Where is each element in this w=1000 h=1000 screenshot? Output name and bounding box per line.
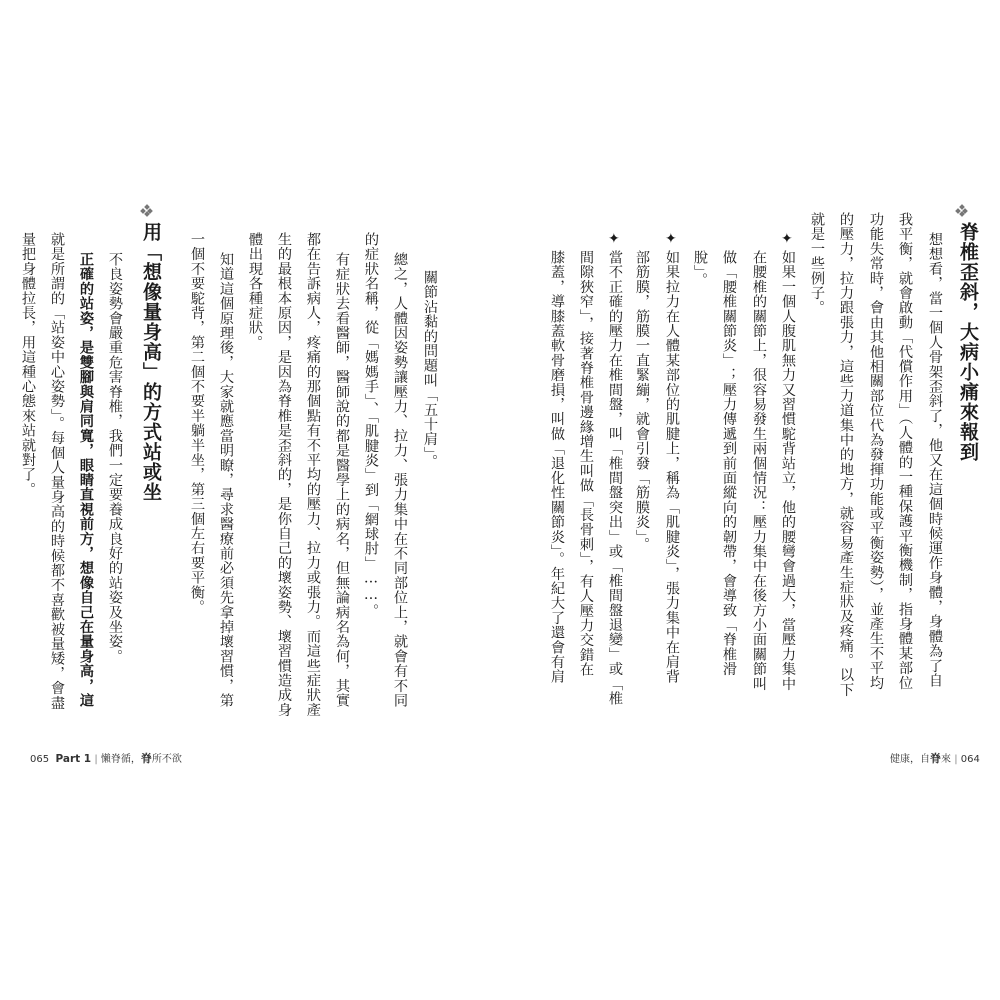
paragraph-line: 如果一個人腹肌無力又習慣駝背站立，他的腰彎會過大，當壓力集中 — [780, 250, 796, 691]
right-page-footer — [890, 750, 980, 766]
paragraph-line: 的症狀名稱，從「媽媽手」、「肌腱炎」到「網球肘」……。 — [363, 232, 379, 619]
part-label: Part 1 — [55, 753, 92, 765]
bullet-icon: ✦ — [781, 231, 793, 247]
paragraph-line: 當不正確的壓力在椎間盤，叫「椎間盤突出」或「椎間盤退變」或「椎 — [607, 250, 623, 706]
book-title: 健康，自 — [890, 754, 930, 765]
paragraph-line: 正確的站姿，是雙腳與肩同寬，眼睛直視前方，想像自己在量身高，這 — [78, 252, 94, 708]
page-number: 064 — [960, 754, 980, 765]
chapter-title-highlight: 脊 — [140, 752, 152, 765]
book-title-suffix: 來 — [941, 754, 951, 765]
paragraph-line: 想想看，當一個人骨架歪斜了，他又在這個時候運作身體，身體為了自 — [927, 232, 943, 688]
paragraph-line: 關節沾黏的問題叫「五十肩」。 — [422, 270, 438, 469]
paragraph-line: 間隙狹窄」，接著脊椎骨邊緣增生叫做「長骨刺」，有人壓力交錯在 — [578, 250, 594, 677]
paragraph-line: 脫」。 — [692, 250, 708, 287]
paragraph-line: 生的最根本原因，是因為脊椎是歪斜的，是你自己的壞姿勢、壞習慣造成身 — [276, 232, 292, 718]
section-title: 脊椎歪斜，大病小痛來報到 — [957, 222, 979, 462]
paragraph-line: 都在告訴病人，疼痛的那個點有不平均的壓力、拉力或張力。而這些症狀產 — [305, 232, 321, 718]
paragraph-line: 就是所謂的「站姿中心姿勢」。每個人量身高的時候都不喜歡被量矮，會盡 — [49, 232, 65, 710]
paragraph-line: 就是一些例子。 — [809, 212, 825, 315]
bullet-icon: ✦ — [608, 231, 620, 247]
page-number: 065 — [30, 754, 50, 765]
paragraph-line: 我平衡，就會啟動「代償作用」（人體的一種保護平衡機制，指身體某部位 — [897, 212, 913, 690]
section-title: 用「想像量身高」的方式站或坐 — [140, 222, 162, 502]
footer-separator: | — [954, 754, 958, 765]
left-page-footer — [30, 750, 182, 766]
paragraph-line: 在腰椎的關節上，很容易發生兩個情況：壓力集中在後方小面關節叫 — [751, 250, 767, 691]
paragraph-line: 有症狀去看醫師，醫師說的都是醫學上的病名，但無論病名為何，其實 — [334, 252, 350, 708]
paragraph-line: 做「腰椎關節炎」；壓力傳遞到前面縱向的韌帶，會導致「脊椎滑 — [721, 250, 737, 677]
paragraph-line: 功能失常時，會由其他相關部位代為發揮功能或平衡姿勢），並產生不平均 — [868, 212, 884, 690]
paragraph-line: 的壓力，拉力跟張力，這些力道集中的地方，就容易產生症狀及疼痛。以下 — [838, 212, 854, 698]
chapter-title-suffix: 所不欲 — [151, 754, 182, 765]
paragraph-line: 部筋膜，筋膜一直緊繃，就會引發「筋膜炎」。 — [634, 250, 650, 552]
section-ornament-icon — [141, 205, 152, 216]
section-ornament-icon — [956, 205, 967, 216]
paragraph-line: 一個不要駝背，第二個不要半躺半坐，第三個左右要平衡。 — [189, 232, 205, 615]
bullet-icon: ✦ — [665, 231, 677, 247]
paragraph-line: 膝蓋，導膝蓋軟骨磨損，叫做「退化性關節炎」。年紀大了還會有肩 — [549, 250, 565, 684]
paragraph-line: 體出現各種症狀。 — [247, 232, 263, 350]
paragraph-line: 知道這個原理後，大家就應當明瞭，尋求醫療前必須先拿掉壞習慣，第 — [218, 252, 234, 708]
paragraph-line: 量把身體拉長，用這種心態來站就對了。 — [20, 232, 36, 497]
paragraph-line: 如果拉力在人體某部位的肌腱上，稱為「肌腱炎」，張力集中在肩背 — [664, 250, 680, 684]
footer-separator: | — [94, 754, 98, 765]
book-title-highlight: 脊 — [930, 752, 941, 765]
paragraph-line: 不良姿勢會嚴重危害脊椎，我們一定要養成良好的站姿及坐姿。 — [107, 252, 123, 664]
chapter-title: 懶脊循， — [100, 754, 141, 765]
paragraph-line: 總之，人體因姿勢讓壓力、拉力、張力集中在不同部位上，就會有不同 — [392, 252, 408, 708]
